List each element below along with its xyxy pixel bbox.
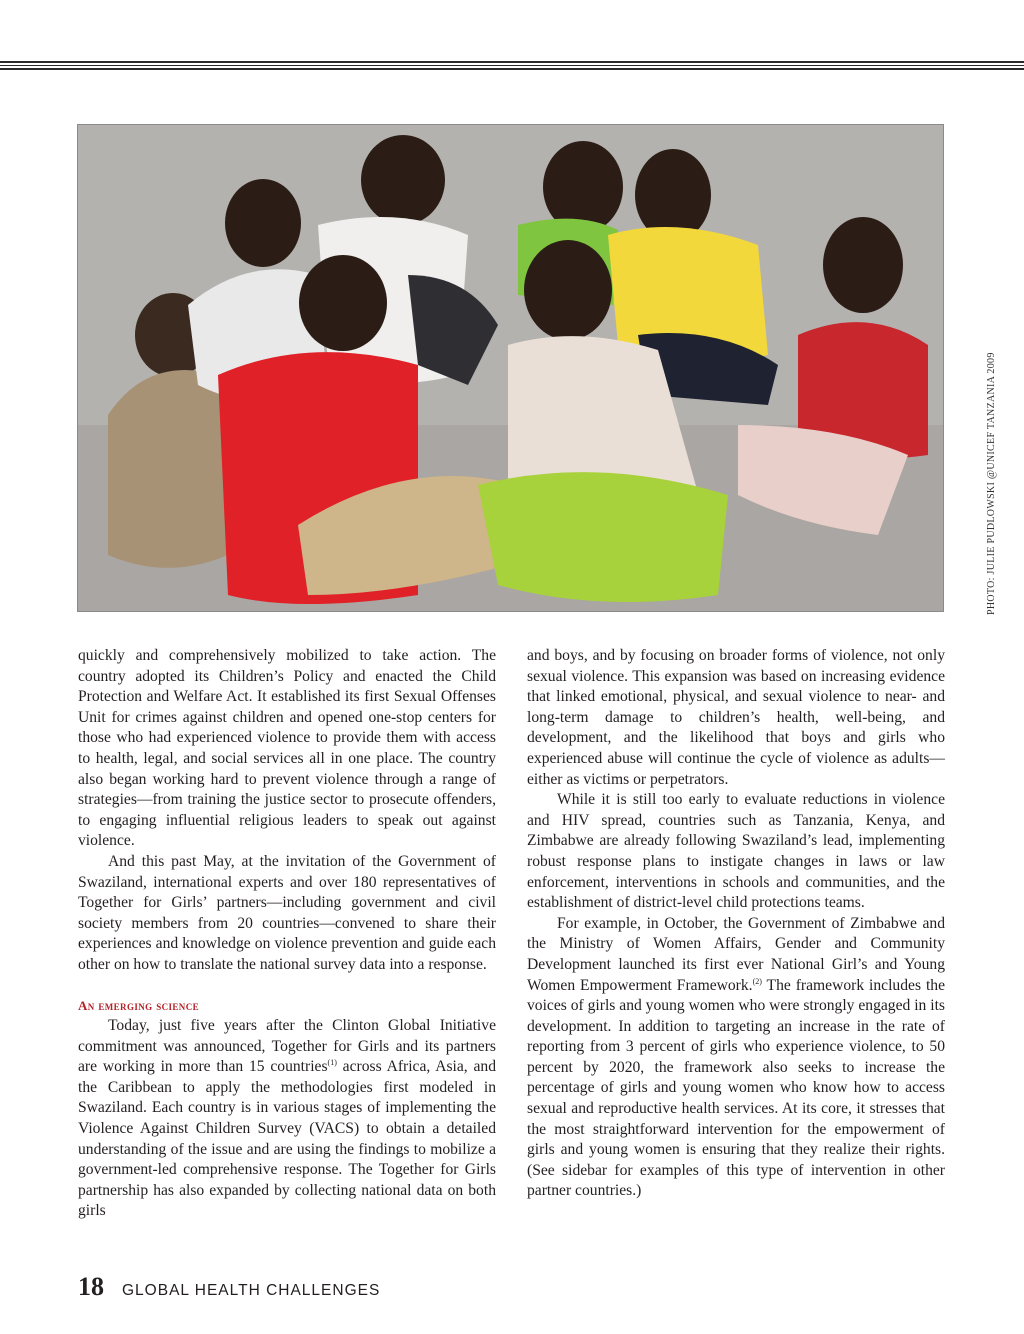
photo-illustration — [78, 125, 944, 612]
paragraph-text: The framework includes the voices of girls and young women who were strongly engaged in its development. In addition to targeting an increase in the rate of reporting from 3 percent of girls who experience violence, to 50 percent by 2020, the framework also seeks to increase the percentage of girls and young women who know how to access sexual and reproductive health services. At its core, it stresses that the most straightforward intervention for the empowerment of girls and young women is ensuring that they realize their rights. (See sidebar for examples of this type of intervention in other partner countries.) — [527, 976, 945, 1200]
paragraph: While it is still too early to evaluate reductions in violence and HIV spread, countries such as Tanzania, Kenya, and Zimbabwe are already following Swaziland’s lead, implementing robust response plans to instigate changes in laws or law enforcement, interventions in schools and communities, and the establishment of district-level child protections teams. — [527, 791, 945, 912]
paragraph: and boys, and by focusing on broader forms of violence, not only sexual violence. This expansion was based on increasing evidence that linked emotional, physical, and sexual violence to near- and long-term damage to children’s health, well-being, and development, and the likelihood that boys and girls who experienced abuse will continue the cycle of violence as adults—either as victims or perpetrators. — [527, 647, 945, 788]
paragraph-text: across Africa, Asia, and the Caribbean to apply the methodologies first modeled in Swaziland. Each country is in various stages of implementing the Violence Against Children Survey (VACS) to obtain a detailed understanding of the issue and are using the findings to mobilize a government-led comprehensive response. The Together for Girls partnership has also expanded by collecting national data on both girls — [78, 1058, 497, 1220]
paragraph: And this past May, at the invitation of the Government of Swaziland, international experts and over 180 representatives of Together for Girls’ partners—including government and civil society members from 20 countries—convened to share their experiences and knowledge on violence prevention and guide each other on how to translate the national survey data into a response. — [78, 852, 496, 973]
children-circle-photo — [77, 124, 944, 612]
footnote-ref: (2) — [752, 976, 762, 986]
page-number: 18 — [78, 1272, 104, 1301]
footnote-ref: (1) — [327, 1058, 337, 1068]
paragraph — [78, 1016, 496, 1222]
right-text-column — [527, 646, 945, 1202]
paragraph: quickly and comprehensively mobilized to take action. The country adopted its Children’s Policy and enacted the Child Protection and Welfare Act. It established its first Sexual Offenses Unit for crimes against children and opened one-stop centers for those who had experienced violence to provide them with access to health, legal, and social services all in one place. The country also began working hard to prevent violence through a range of strategies—from training the justice sector to prosecute offenders, to engaging influential religious leaders to speak out against violence. — [78, 647, 496, 850]
paragraph — [527, 914, 945, 1202]
photo-credit: PHOTO: JULIE PUDLOWSKI @UNICEF TANZANIA 2009 — [986, 352, 997, 615]
left-text-column — [78, 646, 496, 1222]
publication-title: GLOBAL HEALTH CHALLENGES — [122, 1282, 381, 1299]
section-heading: An emerging science — [78, 997, 200, 1013]
header-rule — [0, 68, 1024, 70]
paragraph-text: Today, just five years after the Clinton Global Initiative commitment was announced, Together for Girls and its partners are working in more than 15 countries — [78, 1017, 496, 1076]
header-rule — [0, 61, 1024, 63]
page-footer — [78, 1272, 380, 1308]
paragraph-text: For example, in October, the Government of Zimbabwe and the Ministry of Women Affairs, Gender and Community Development launched its first ever National Girl’s and Young Women Empowerment Framework. — [527, 914, 945, 994]
header-rule — [0, 65, 1024, 66]
